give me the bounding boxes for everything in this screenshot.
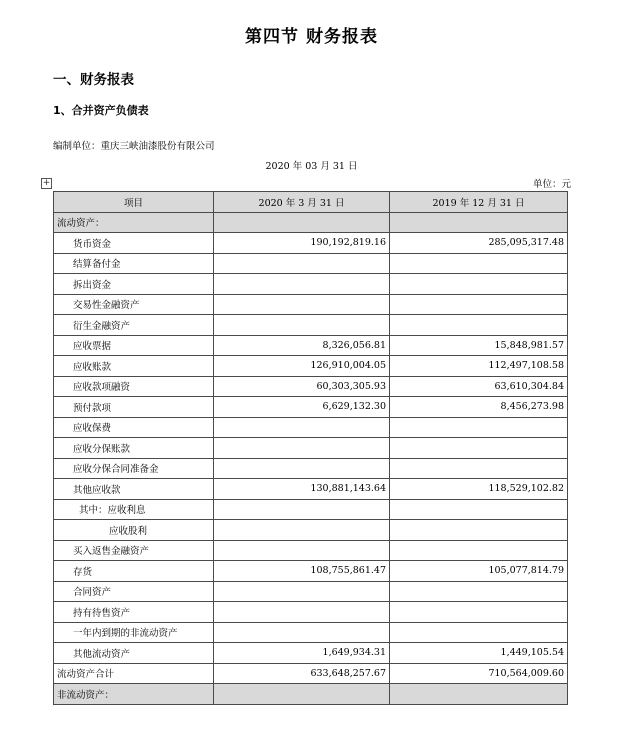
- row-label: 流动资产合计: [54, 663, 214, 684]
- table-row: [54, 663, 568, 684]
- section-title: 第四节 财务报表: [245, 27, 378, 47]
- value-current: 6,629,132.30: [214, 397, 390, 418]
- report-date: 2020 年 03 月 31 日: [265, 161, 358, 172]
- value-current: [214, 540, 390, 561]
- value-prior: [390, 581, 568, 602]
- table-row: [54, 274, 568, 295]
- value-prior: 118,529,102.82: [390, 479, 568, 500]
- table-row: [54, 253, 568, 274]
- value-current: 108,755,861.47: [214, 561, 390, 582]
- table-row: [54, 212, 568, 233]
- row-label: 存货: [54, 561, 214, 582]
- value-current: [214, 622, 390, 643]
- value-prior: [390, 602, 568, 623]
- row-label: 货币资金: [54, 233, 214, 254]
- value-prior: 1,449,105.54: [390, 643, 568, 664]
- value-current: 190,192,819.16: [214, 233, 390, 254]
- row-label: 应收分保合同准备金: [54, 458, 214, 479]
- value-prior: [390, 684, 568, 705]
- value-prior: 8,456,273.98: [390, 397, 568, 418]
- value-current: [214, 602, 390, 623]
- table-row: [54, 581, 568, 602]
- value-current: 8,326,056.81: [214, 335, 390, 356]
- heading-financial-statements: 一、财务报表: [53, 72, 134, 88]
- table-row: [54, 315, 568, 336]
- row-label: 应收款项融资: [54, 376, 214, 397]
- value-prior: [390, 315, 568, 336]
- table-row: [54, 561, 568, 582]
- value-prior: [390, 417, 568, 438]
- value-prior: [390, 540, 568, 561]
- table-row: [54, 294, 568, 315]
- table-row: [54, 643, 568, 664]
- value-current: [214, 581, 390, 602]
- value-prior: [390, 438, 568, 459]
- row-label: 应收股利: [54, 520, 214, 541]
- row-label: 预付款项: [54, 397, 214, 418]
- company-name: 编制单位：重庆三峡油漆股份有限公司: [53, 141, 215, 152]
- row-label: 买入返售金融资产: [54, 540, 214, 561]
- value-current: [214, 520, 390, 541]
- value-prior: [390, 294, 568, 315]
- table-row: [54, 233, 568, 254]
- table-move-handle-icon[interactable]: +: [42, 178, 51, 188]
- row-label: 其他流动资产: [54, 643, 214, 664]
- table-row: [54, 417, 568, 438]
- value-prior: 710,564,009.60: [390, 663, 568, 684]
- value-current: 126,910,004.05: [214, 356, 390, 377]
- row-label: 其他应收款: [54, 479, 214, 500]
- row-label: 一年内到期的非流动资产: [54, 622, 214, 643]
- table-row: [54, 520, 568, 541]
- row-label: 拆出资金: [54, 274, 214, 295]
- value-current: [214, 315, 390, 336]
- value-current: [214, 417, 390, 438]
- value-current: [214, 684, 390, 705]
- row-label: 结算备付金: [54, 253, 214, 274]
- row-label: 应收账款: [54, 356, 214, 377]
- row-label: 应收分保账款: [54, 438, 214, 459]
- table-row: [54, 622, 568, 643]
- row-label: 合同资产: [54, 581, 214, 602]
- value-prior: [390, 253, 568, 274]
- value-prior: 285,095,317.48: [390, 233, 568, 254]
- column-header-prior: 2019 年 12 月 31 日: [390, 192, 568, 213]
- row-label: 交易性金融资产: [54, 294, 214, 315]
- currency-unit: 单位：元: [532, 179, 571, 190]
- value-prior: 15,848,981.57: [390, 335, 568, 356]
- value-prior: 63,610,304.84: [390, 376, 568, 397]
- value-current: [214, 274, 390, 295]
- table-row: [54, 499, 568, 520]
- value-current: 130,881,143.64: [214, 479, 390, 500]
- table-row: [54, 376, 568, 397]
- value-current: [214, 499, 390, 520]
- table-row: [54, 602, 568, 623]
- table-row: [54, 684, 568, 705]
- value-current: 60,303,305.93: [214, 376, 390, 397]
- table-row: [54, 397, 568, 418]
- value-current: 633,648,257.67: [214, 663, 390, 684]
- value-prior: [390, 520, 568, 541]
- table-row: [54, 458, 568, 479]
- value-prior: [390, 212, 568, 233]
- value-current: [214, 294, 390, 315]
- value-current: [214, 212, 390, 233]
- table-row: [54, 356, 568, 377]
- value-current: [214, 253, 390, 274]
- value-prior: [390, 274, 568, 295]
- row-label: 非流动资产：: [54, 684, 214, 705]
- column-header-current: 2020 年 3 月 31 日: [214, 192, 390, 213]
- value-prior: 105,077,814.79: [390, 561, 568, 582]
- row-label: 其中：应收利息: [54, 499, 214, 520]
- row-label: 应收保费: [54, 417, 214, 438]
- column-header-item: 项目: [54, 192, 214, 213]
- balance-sheet-table: [53, 191, 568, 705]
- table-header-row: [54, 192, 568, 213]
- row-label: 流动资产：: [54, 212, 214, 233]
- value-prior: [390, 622, 568, 643]
- table-row: [54, 479, 568, 500]
- value-prior: [390, 458, 568, 479]
- table-row: [54, 540, 568, 561]
- row-label: 应收票据: [54, 335, 214, 356]
- row-label: 衍生金融资产: [54, 315, 214, 336]
- value-current: [214, 438, 390, 459]
- value-current: [214, 458, 390, 479]
- value-prior: [390, 499, 568, 520]
- value-current: 1,649,934.31: [214, 643, 390, 664]
- table-row: [54, 438, 568, 459]
- value-prior: 112,497,108.58: [390, 356, 568, 377]
- row-label: 持有待售资产: [54, 602, 214, 623]
- table-row: [54, 335, 568, 356]
- heading-balance-sheet: 1、合并资产负债表: [53, 104, 149, 117]
